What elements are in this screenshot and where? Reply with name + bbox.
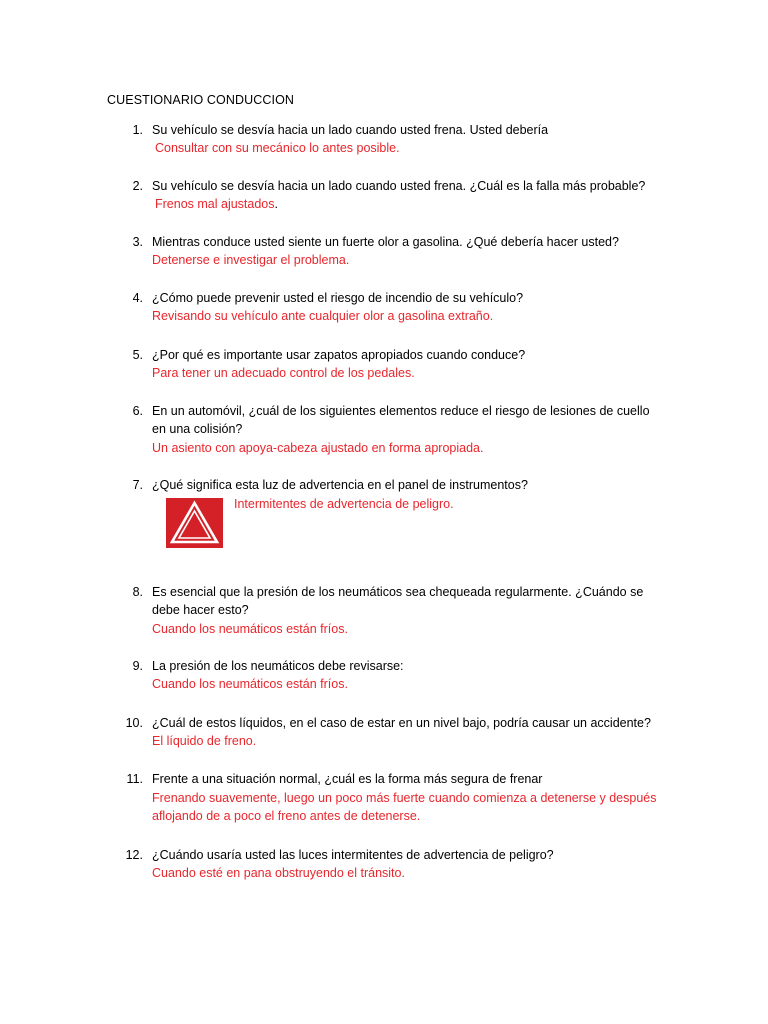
question-number: 8.: [132, 585, 143, 599]
question-text: Su vehículo se desvía hacia un lado cuando usted frena. Usted debería: [152, 123, 549, 137]
answer-text: Un asiento con apoya-cabeza ajustado en forma apropiada.: [152, 441, 484, 455]
question-text: ¿Cómo puede prevenir usted el riesgo de incendio de su vehículo?: [152, 291, 524, 305]
answer-main: Frenos mal ajustados: [155, 197, 275, 211]
question-text: Frente a una situación normal, ¿cuál es la forma más segura de frenar: [152, 772, 543, 786]
question-text-line-2: en una colisión?: [152, 422, 243, 436]
answer-text: Detenerse e investigar el problema.: [152, 253, 350, 267]
question-text-line-2: debe hacer esto?: [152, 603, 249, 617]
document-title: CUESTIONARIO CONDUCCION: [107, 93, 295, 107]
answer-text-line-2: aflojando de a poco el freno antes de detenerse.: [152, 809, 421, 823]
question-text: ¿Qué significa esta luz de advertencia en el panel de instrumentos?: [152, 478, 528, 492]
answer-text-line-1: Frenando suavemente, luego un poco más fuerte cuando comienza a detenerse y después: [152, 791, 657, 805]
answer-text: El líquido de freno.: [152, 734, 257, 748]
answer-text: [155, 195, 675, 213]
question-text-line-1: Es esencial que la presión de los neumáticos sea chequeada regularmente. ¿Cuándo se: [152, 585, 644, 599]
question-text: Mientras conduce usted siente un fuerte olor a gasolina. ¿Qué debería hacer usted?: [152, 235, 619, 249]
question-number: 1.: [132, 123, 143, 137]
question-number: 4.: [132, 291, 143, 305]
hazard-warning-triangle-icon: [166, 498, 223, 548]
question-text: ¿Por qué es importante usar zapatos apropiados cuando conduce?: [152, 348, 526, 362]
question-text: La presión de los neumáticos debe revisarse:: [152, 659, 404, 673]
answer-text: Intermitentes de advertencia de peligro.: [234, 497, 454, 511]
question-number: 5.: [132, 348, 143, 362]
answer-period: .: [274, 197, 278, 211]
question-number: 6.: [132, 404, 143, 418]
question-number: 10.: [125, 716, 143, 730]
question-text-line-1: En un automóvil, ¿cuál de los siguientes elementos reduce el riesgo de lesiones de cuello: [152, 404, 650, 418]
answer-text: Revisando su vehículo ante cualquier olor a gasolina extraño.: [152, 309, 494, 323]
question-text: Su vehículo se desvía hacia un lado cuando usted frena. ¿Cuál es la falla más probable?: [152, 179, 646, 193]
hazard-triangle-graphic: [166, 498, 223, 548]
question-number: 12.: [125, 848, 143, 862]
question-text: ¿Cuál de estos líquidos, en el caso de estar en un nivel bajo, podría causar un accidente?: [152, 716, 651, 730]
answer-text: Cuando los neumáticos están fríos.: [152, 622, 348, 636]
answer-text: Consultar con su mecánico lo antes posible.: [155, 141, 400, 155]
answer-text: Cuando esté en pana obstruyendo el tránsito.: [152, 866, 405, 880]
question-number: 3.: [132, 235, 143, 249]
question-number: 9.: [132, 659, 143, 673]
question-number: 11.: [126, 772, 143, 786]
answer-text: Cuando los neumáticos están fríos.: [152, 677, 348, 691]
question-number: 7.: [132, 478, 143, 492]
question-number: 2.: [132, 179, 143, 193]
answer-text: Para tener un adecuado control de los pedales.: [152, 366, 415, 380]
question-text: ¿Cuándo usaría usted las luces intermitentes de advertencia de peligro?: [152, 848, 554, 862]
